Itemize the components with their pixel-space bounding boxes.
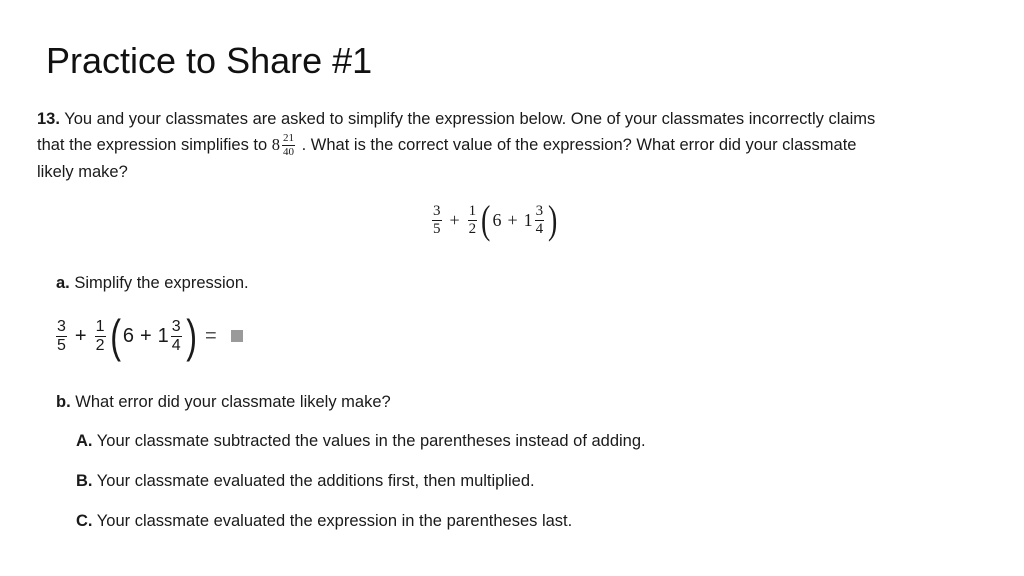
question-number: 13.	[37, 110, 60, 128]
option-c-text: Your classmate evaluated the expression in the parentheses last.	[96, 512, 573, 530]
numerator: 3	[57, 317, 66, 335]
option-b[interactable]	[76, 468, 535, 494]
part-b	[56, 389, 391, 415]
whole-number: 6	[492, 209, 502, 230]
part-b-text: What error did your classmate likely make?	[75, 393, 391, 411]
open-paren: (	[109, 310, 121, 362]
fraction-1-2	[95, 319, 106, 354]
claim-whole: 8	[271, 135, 281, 154]
option-b-label: B.	[76, 472, 93, 490]
option-a[interactable]	[76, 428, 646, 454]
fraction-3-5	[56, 319, 67, 354]
close-paren: )	[185, 310, 197, 362]
numerator: 1	[468, 202, 477, 219]
fraction-3-4	[171, 319, 182, 354]
part-b-label: b.	[56, 393, 71, 411]
denominator: 4	[535, 220, 544, 237]
mixed-whole: 1	[157, 324, 169, 347]
numerator: 3	[171, 317, 181, 335]
question-text-2-start: that the expression simplifies to	[37, 136, 268, 154]
part-a-text: Simplify the expression.	[74, 274, 249, 292]
fraction-3-4	[535, 204, 545, 237]
question-line-3: likely make?	[37, 163, 128, 181]
plus-sign: +	[74, 324, 87, 347]
part-a-label: a.	[56, 274, 70, 292]
plus-sign: +	[449, 209, 460, 230]
denominator: 4	[171, 336, 181, 354]
option-c[interactable]	[76, 508, 572, 534]
numerator: 1	[95, 317, 105, 335]
part-a	[56, 270, 249, 296]
question-text-1: You and your classmates are asked to simplify the expression below. One of your classmates incorrectly claims	[64, 110, 876, 128]
question-text-2-end: . What is the correct value of the expression? What error did your classmate	[301, 136, 857, 154]
mixed-whole: 1	[523, 209, 533, 230]
question-line-1	[37, 106, 875, 132]
question-expression	[430, 197, 559, 242]
plus-sign-2: +	[139, 324, 152, 347]
slide-title: Practice to Share #1	[46, 40, 373, 81]
plus-sign-2: +	[507, 209, 518, 230]
option-a-label: A.	[76, 432, 93, 450]
option-b-text: Your classmate evaluated the additions first, then multiplied.	[96, 472, 535, 490]
fraction-1-2	[468, 204, 478, 237]
numerator: 3	[535, 202, 544, 219]
whole-number: 6	[122, 324, 134, 347]
claim-fraction	[282, 133, 295, 158]
open-paren: (	[481, 197, 491, 242]
claim-denominator: 40	[283, 146, 295, 159]
answer-expression	[54, 310, 243, 362]
question-line-2	[37, 132, 856, 158]
answer-input-box[interactable]	[231, 330, 243, 342]
denominator: 5	[57, 336, 66, 354]
close-paren: )	[548, 197, 558, 242]
claim-numerator: 21	[283, 132, 295, 145]
option-c-label: C.	[76, 512, 93, 530]
fraction-3-5	[432, 204, 442, 237]
equals-sign: =	[205, 324, 217, 347]
numerator: 3	[433, 202, 441, 219]
option-a-text: Your classmate subtracted the values in the parentheses instead of adding.	[96, 432, 646, 450]
denominator: 5	[433, 220, 441, 237]
denominator: 2	[468, 220, 477, 237]
denominator: 2	[95, 336, 105, 354]
